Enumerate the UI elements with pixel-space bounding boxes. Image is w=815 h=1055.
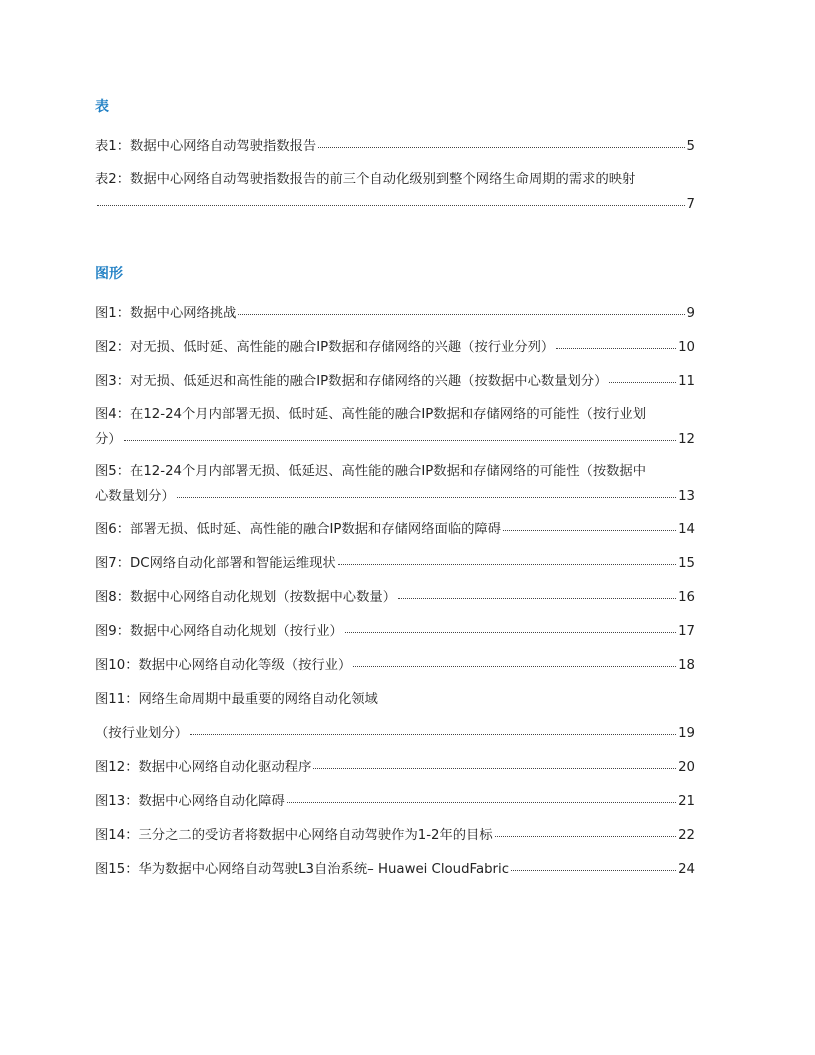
page-number: 18 [678,658,695,673]
toc-figure-entry[interactable] [95,399,695,456]
toc-line [95,785,695,819]
tables-heading: 表 [95,99,109,115]
page-number: 13 [678,489,695,504]
toc-entry-title: 图14：三分之二的受访者将数据中心网络自动驾驶作为1-2年的目标 [95,828,493,843]
toc-entry-title: 图10：数据中心网络自动化等级（按行业） [95,658,352,673]
toc-entry-title: 心数量划分） [95,489,175,504]
dot-leader [511,869,676,871]
toc-figure-entry[interactable] [95,717,695,751]
toc-entry-title: 图15：华为数据中心网络自动驾驶L3自治系统– Huawei CloudFabric [95,862,510,877]
page-number: 7 [686,197,695,212]
dot-leader [97,204,685,206]
toc-line [95,484,695,509]
figures-heading: 图形 [95,266,123,282]
toc-entry-title: 图12：数据中心网络自动化驱动程序 [95,760,312,775]
toc-entry-title: 图5：在12-24个月内部署无损、低延迟、高性能的融合IP数据和存储网络的可能性（按数据中 [95,464,647,479]
dot-leader [338,563,676,565]
toc-line [95,331,695,365]
dot-leader [313,767,676,769]
toc-line [95,683,695,717]
toc-figure-entry[interactable] [95,456,695,513]
toc-content [95,96,695,887]
toc-line [95,365,695,399]
page-number: 24 [678,862,695,877]
toc-line [95,649,695,683]
toc-line [95,615,695,649]
toc-figure-entry[interactable] [95,751,695,785]
toc-figure-entry[interactable] [95,819,695,853]
page-number: 12 [678,432,695,447]
toc-figure-entry[interactable] [95,365,695,399]
page-number: 22 [678,828,695,843]
dot-leader [287,801,676,803]
page-number: 21 [678,794,695,809]
toc-entry-title: 图11：网络生命周期中最重要的网络自动化领域 [95,692,378,707]
dot-leader [345,631,676,633]
toc-line [95,402,695,427]
page-number: 5 [686,139,695,154]
toc-entry-title: 分） [95,432,122,447]
page-number: 9 [686,306,695,321]
toc-line [95,297,695,331]
toc-line [95,167,695,192]
toc-line [95,751,695,785]
toc-figure-entry[interactable] [95,547,695,581]
tables-list [95,130,695,221]
page-number: 11 [678,374,695,389]
toc-line [95,819,695,853]
toc-line [95,853,695,887]
dot-leader [124,439,676,441]
toc-line [95,192,695,217]
toc-entry-title: 图4：在12-24个月内部署无损、低时延、高性能的融合IP数据和存储网络的可能性（按行业划 [95,407,647,422]
toc-figure-entry[interactable] [95,649,695,683]
dot-leader [609,381,676,383]
toc-figure-entry[interactable] [95,513,695,547]
dot-leader [318,146,684,148]
dot-leader [238,313,684,315]
toc-figure-entry[interactable] [95,853,695,887]
dot-leader [495,835,676,837]
toc-entry-title: 表1：数据中心网络自动驾驶指数报告 [95,139,317,154]
page-number: 19 [678,726,695,741]
toc-table-entry[interactable] [95,164,695,221]
page-number: 17 [678,624,695,639]
toc-figure-entry[interactable] [95,683,695,717]
toc-entry-title: 图3：对无损、低延迟和高性能的融合IP数据和存储网络的兴趣（按数据中心数量划分） [95,374,608,389]
toc-line [95,513,695,547]
toc-entry-title: 图13：数据中心网络自动化障碍 [95,794,285,809]
toc-line [95,459,695,484]
page-number: 14 [678,522,695,537]
toc-figure-entry[interactable] [95,785,695,819]
page-number: 15 [678,556,695,571]
page-number: 20 [678,760,695,775]
page-number: 16 [678,590,695,605]
dot-leader [190,733,676,735]
toc-line [95,547,695,581]
toc-entry-title: 图1：数据中心网络挑战 [95,306,237,321]
toc-entry-title: 图7：DC网络自动化部署和智能运维现状 [95,556,336,571]
dot-leader [556,347,676,349]
toc-entry-title: （按行业划分） [95,726,189,741]
page-number: 10 [678,340,695,355]
figures-list [95,297,695,887]
dot-leader [398,597,676,599]
toc-entry-title: 图8：数据中心网络自动化规划（按数据中心数量） [95,590,396,605]
toc-line [95,427,695,452]
toc-table-entry[interactable] [95,130,695,164]
dot-leader [177,496,676,498]
toc-entry-title: 表2：数据中心网络自动驾驶指数报告的前三个自动化级别到整个网络生命周期的需求的映射 [95,172,636,187]
toc-figure-entry[interactable] [95,581,695,615]
dot-leader [503,529,676,531]
toc-line [95,130,695,164]
toc-line [95,581,695,615]
toc-entry-title: 图9：数据中心网络自动化规划（按行业） [95,624,343,639]
toc-figure-entry[interactable] [95,297,695,331]
toc-line [95,717,695,751]
dot-leader [353,665,676,667]
toc-figure-entry[interactable] [95,615,695,649]
toc-entry-title: 图2：对无损、低时延、高性能的融合IP数据和存储网络的兴趣（按行业分列） [95,340,555,355]
toc-entry-title: 图6：部署无损、低时延、高性能的融合IP数据和存储网络面临的障碍 [95,522,502,537]
toc-figure-entry[interactable] [95,331,695,365]
